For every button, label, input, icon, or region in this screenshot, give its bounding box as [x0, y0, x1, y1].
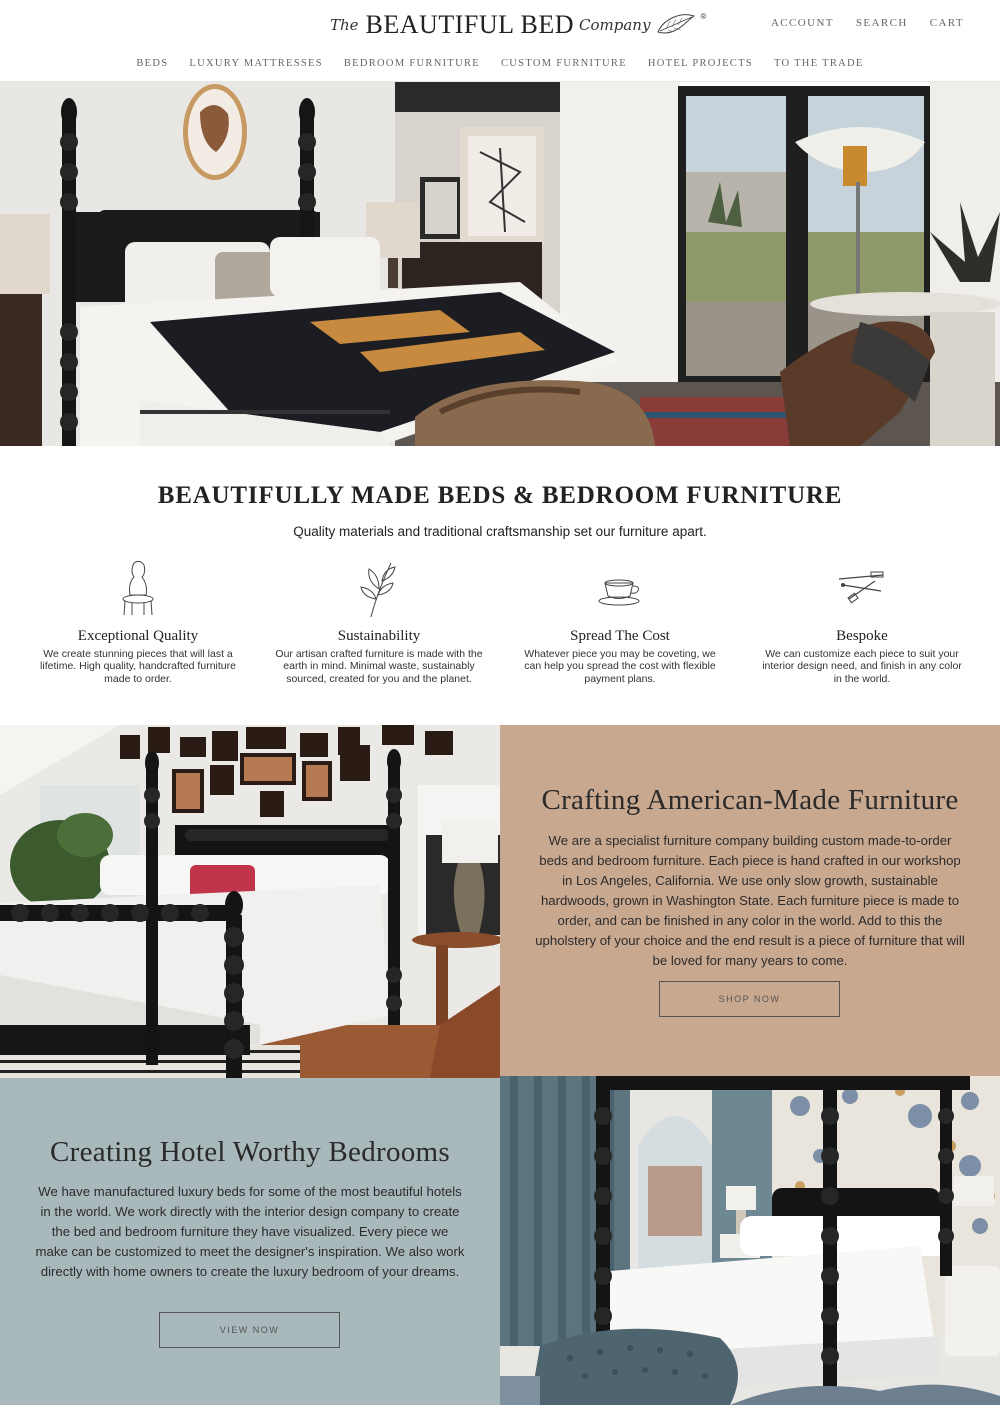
- main-nav: [0, 58, 1000, 69]
- nav-custom-furniture[interactable]: CUSTOM FURNITURE: [501, 58, 627, 69]
- feature-text: Our artisan crafted furniture is made with the earth in mind. Minimal waste, sustainably sourced, created for you and the planet.: [275, 648, 483, 685]
- features-title: BEAUTIFULLY MADE BEDS & BEDROOM FURNITURE: [157, 482, 843, 509]
- crafting-text: We are a specialist furniture company building custom made-to-order beds and bedroom furniture. Each piece is hand crafted in our workshop in Los Angeles, California. We use only slow growth, sustainable hardwoods, grown in Washington State. Each furniture piece is made to order, and can be finished in any color in the world. Add to this the upholstery of your choice and the end result is a piece of furniture that will be loved for many years to come.: [535, 833, 965, 968]
- site-header: [0, 0, 1000, 82]
- brand-prefix: The: [330, 16, 359, 34]
- spindle-bed-photo: [0, 725, 500, 1078]
- search-link[interactable]: SEARCH: [855, 17, 908, 29]
- feature-text: Whatever piece you may be coveting, we can help you spread the cost with flexible payment plans.: [524, 648, 716, 685]
- hero-image: [0, 82, 1000, 446]
- nav-to-the-trade[interactable]: TO THE TRADE: [773, 58, 864, 69]
- brand-logo[interactable]: [330, 8, 706, 42]
- feature-title: Bespoke: [836, 628, 888, 644]
- features-subtitle: Quality materials and traditional craftsmanship set our furniture apart.: [293, 524, 707, 539]
- shop-now-button[interactable]: SHOP NOW: [659, 981, 840, 1017]
- brand-suffix: Company: [579, 16, 651, 34]
- nav-luxury-mattresses[interactable]: LUXURY MATTRESSES: [189, 58, 323, 69]
- dog-on-stool-icon: [33, 558, 243, 620]
- view-now-button[interactable]: VIEW NOW: [159, 1312, 340, 1348]
- feature-title: Spread The Cost: [570, 628, 670, 644]
- feature-title: Sustainability: [337, 628, 421, 644]
- feature-text: We create stunning pieces that will last a lifetime. High quality, handcrafted furniture made to order.: [40, 648, 236, 685]
- feature-sustainability: [274, 558, 484, 685]
- feature-bespoke: [757, 558, 967, 685]
- registered-mark: ®: [700, 12, 707, 21]
- leaf-sprig-icon: [274, 558, 484, 620]
- nav-beds[interactable]: BEDS: [136, 58, 169, 69]
- cart-link[interactable]: CART: [929, 17, 964, 29]
- feature-spread-the-cost: [515, 558, 725, 685]
- hero-bedroom-scene: [0, 82, 1000, 446]
- nav-bedroom-furniture[interactable]: BEDROOM FURNITURE: [343, 58, 480, 69]
- account-link[interactable]: ACCOUNT: [770, 17, 834, 29]
- nav-hotel-projects[interactable]: HOTEL PROJECTS: [647, 58, 753, 69]
- paint-tools-icon: [757, 558, 967, 620]
- utility-nav: [771, 17, 964, 29]
- hotel-title: Creating Hotel Worthy Bedrooms: [50, 1136, 450, 1168]
- teacup-icon: [515, 558, 725, 620]
- crafting-title: Crafting American-Made Furniture: [541, 784, 959, 816]
- canopy-bed-photo: [500, 1076, 1000, 1405]
- crafting-section: [500, 725, 1000, 1076]
- hotel-text: We have manufactured luxury beds for some of the most beautiful hotels in the world. We work directly with the interior design company to create the bed and bedroom furniture they have visualized. Every piece we make can be customized to meet the designer's inspiration. We also work directly with home owners to create the luxury bedroom of your dreams.: [35, 1184, 465, 1279]
- brand-name: BEAUTIFUL BED: [365, 10, 575, 39]
- hotel-section: [0, 1078, 500, 1405]
- feature-exceptional-quality: [33, 558, 243, 685]
- feature-title: Exceptional Quality: [77, 628, 199, 644]
- feature-text: We can customize each piece to suit your interior design need, and finish in any color in the world.: [762, 648, 962, 685]
- feather-icon: [654, 10, 698, 40]
